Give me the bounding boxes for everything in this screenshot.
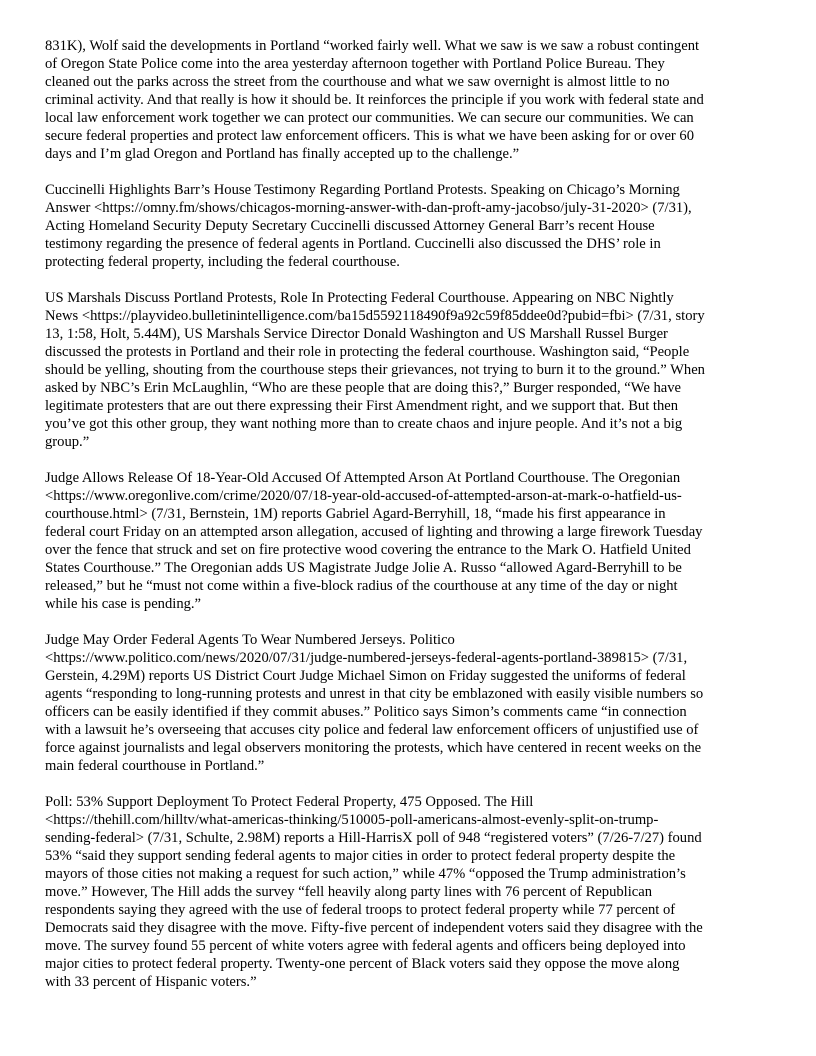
paragraph-numbered-jerseys: Judge May Order Federal Agents To Wear Numbered Jerseys. Politico <https://www.politico.com/news/2020/07/31/judge-numbered-jerseys-federal-agents-portland-389815> (7/31, Gerstein, 4.29M) reports US District Court Judge Michael Simon on Friday suggested the uniforms of federal agents “responding to long-running protests and unrest in that city be emblazoned with easily visible numbers so officers can be easily identified if they commit abuses.” Politico says Simon’s comments came “in connection with a lawsuit he’s overseeing that accuses city police and federal law enforcement officers of unjustified use of force against journalists and legal observers monitoring the protests, which have centered in recent weeks on the main federal courthouse in Portland.” bbox=[45, 632, 704, 774]
document-page bbox=[45, 37, 773, 1009]
paragraph-wolf-portland: 831K), Wolf said the developments in Portland “worked fairly well. What we saw is we saw a robust contingent of Oregon State Police come into the area yesterday afternoon together with Portland Police Bureau. They cleaned out the parks across the street from the courthouse and what we saw overnight is almost little to no criminal activity. And that really is how it should be. It reinforces the principle if you work with federal state and local law enforcement work together we can protect our communities. We can secure our communities. We can secure federal properties and protect law enforcement officers. This is what we have been asking for or over 60 days and I’m glad Oregon and Portland has finally accepted up to the challenge.” bbox=[45, 38, 704, 162]
paragraph-us-marshals: US Marshals Discuss Portland Protests, Role In Protecting Federal Courthouse. Appearing on NBC Nightly News <https://playvideo.bulletinintelligence.com/ba15d5592118490f9a92c59f85ddee0d?pubid=fbi> (7/31, story 13, 1:58, Holt, 5.44M), US Marshals Service Director Donald Washington and US Marshall Russel Burger discussed the protests in Portland and their role in protecting the federal courthouse. Washington said, “People should be yelling, shouting from the courthouse steps their grievances, not trying to burn it to the ground.” When asked by NBC’s Erin McLaughlin, “Who are these people that are doing this?,” Burger responded, “We have legitimate protesters that are out there expressing their First Amendment right, and we support that. But then you’ve got this other group, they want nothing more than to create chaos and injure people. And it’s not a big group.” bbox=[45, 290, 705, 450]
paragraph-cuccinelli: Cuccinelli Highlights Barr’s House Testimony Regarding Portland Protests. Speaking on Chicago’s Morning Answer <https://omny.fm/shows/chicagos-morning-answer-with-dan-proft-amy-jacobso/july-31-2020> (7/31), Acting Homeland Security Deputy Secretary Cuccinelli discussed Attorney General Barr’s recent House testimony regarding the presence of federal agents in Portland. Cuccinelli also discussed the DHS’ role in protecting federal property, including the federal courthouse. bbox=[45, 182, 692, 270]
paragraph-judge-release: Judge Allows Release Of 18-Year-Old Accused Of Attempted Arson At Portland Courthouse. The Oregonian <https://www.oregonlive.com/crime/2020/07/18-year-old-accused-of-attempted-arson-at-mark-o-hatfield-us- courthouse.html> (7/31, Bernstein, 1M) reports Gabriel Agard-Berryhill, 18, “made his first appearance in federal court Friday on an attempted arson allegation, accused of lighting and throwing a large firework Tuesday over the fence that struck and set on fire protective wood covering the entrance to the Mark O. Hatfield United States Courthouse.” The Oregonian adds US Magistrate Judge Jolie A. Russo “allowed Agard-Berryhill to be released,” but he “must not come within a five-block radius of the courthouse at any time of the day or night while his case is pending.” bbox=[45, 470, 703, 612]
paragraph-poll: Poll: 53% Support Deployment To Protect Federal Property, 475 Opposed. The Hill <https://thehill.com/hilltv/what-americas-thinking/510005-poll-americans-almost-evenly-split-on-trump- sending-federal> (7/31, Schulte, 2.98M) reports a Hill-HarrisX poll of 948 “registered voters” (7/26-7/27) found 53% “said they support sending federal agents to major cities in order to protect federal property despite the mayors of those cities not making a request for such action,” while 47% “opposed the Trump administration’s move.” However, The Hill adds the survey “fell heavily along party lines with 76 percent of Republican respondents saying they agreed with the use of federal troops to protect federal property while 77 percent of Democrats said they disagree with the move. Fifty-five percent of independent voters said they disagree with the move. The survey found 55 percent of white voters agree with federal agents and officers being deployed into major cities to protect federal property. Twenty-one percent of Black voters said they oppose the move along with 33 percent of Hispanic voters.” bbox=[45, 794, 703, 990]
